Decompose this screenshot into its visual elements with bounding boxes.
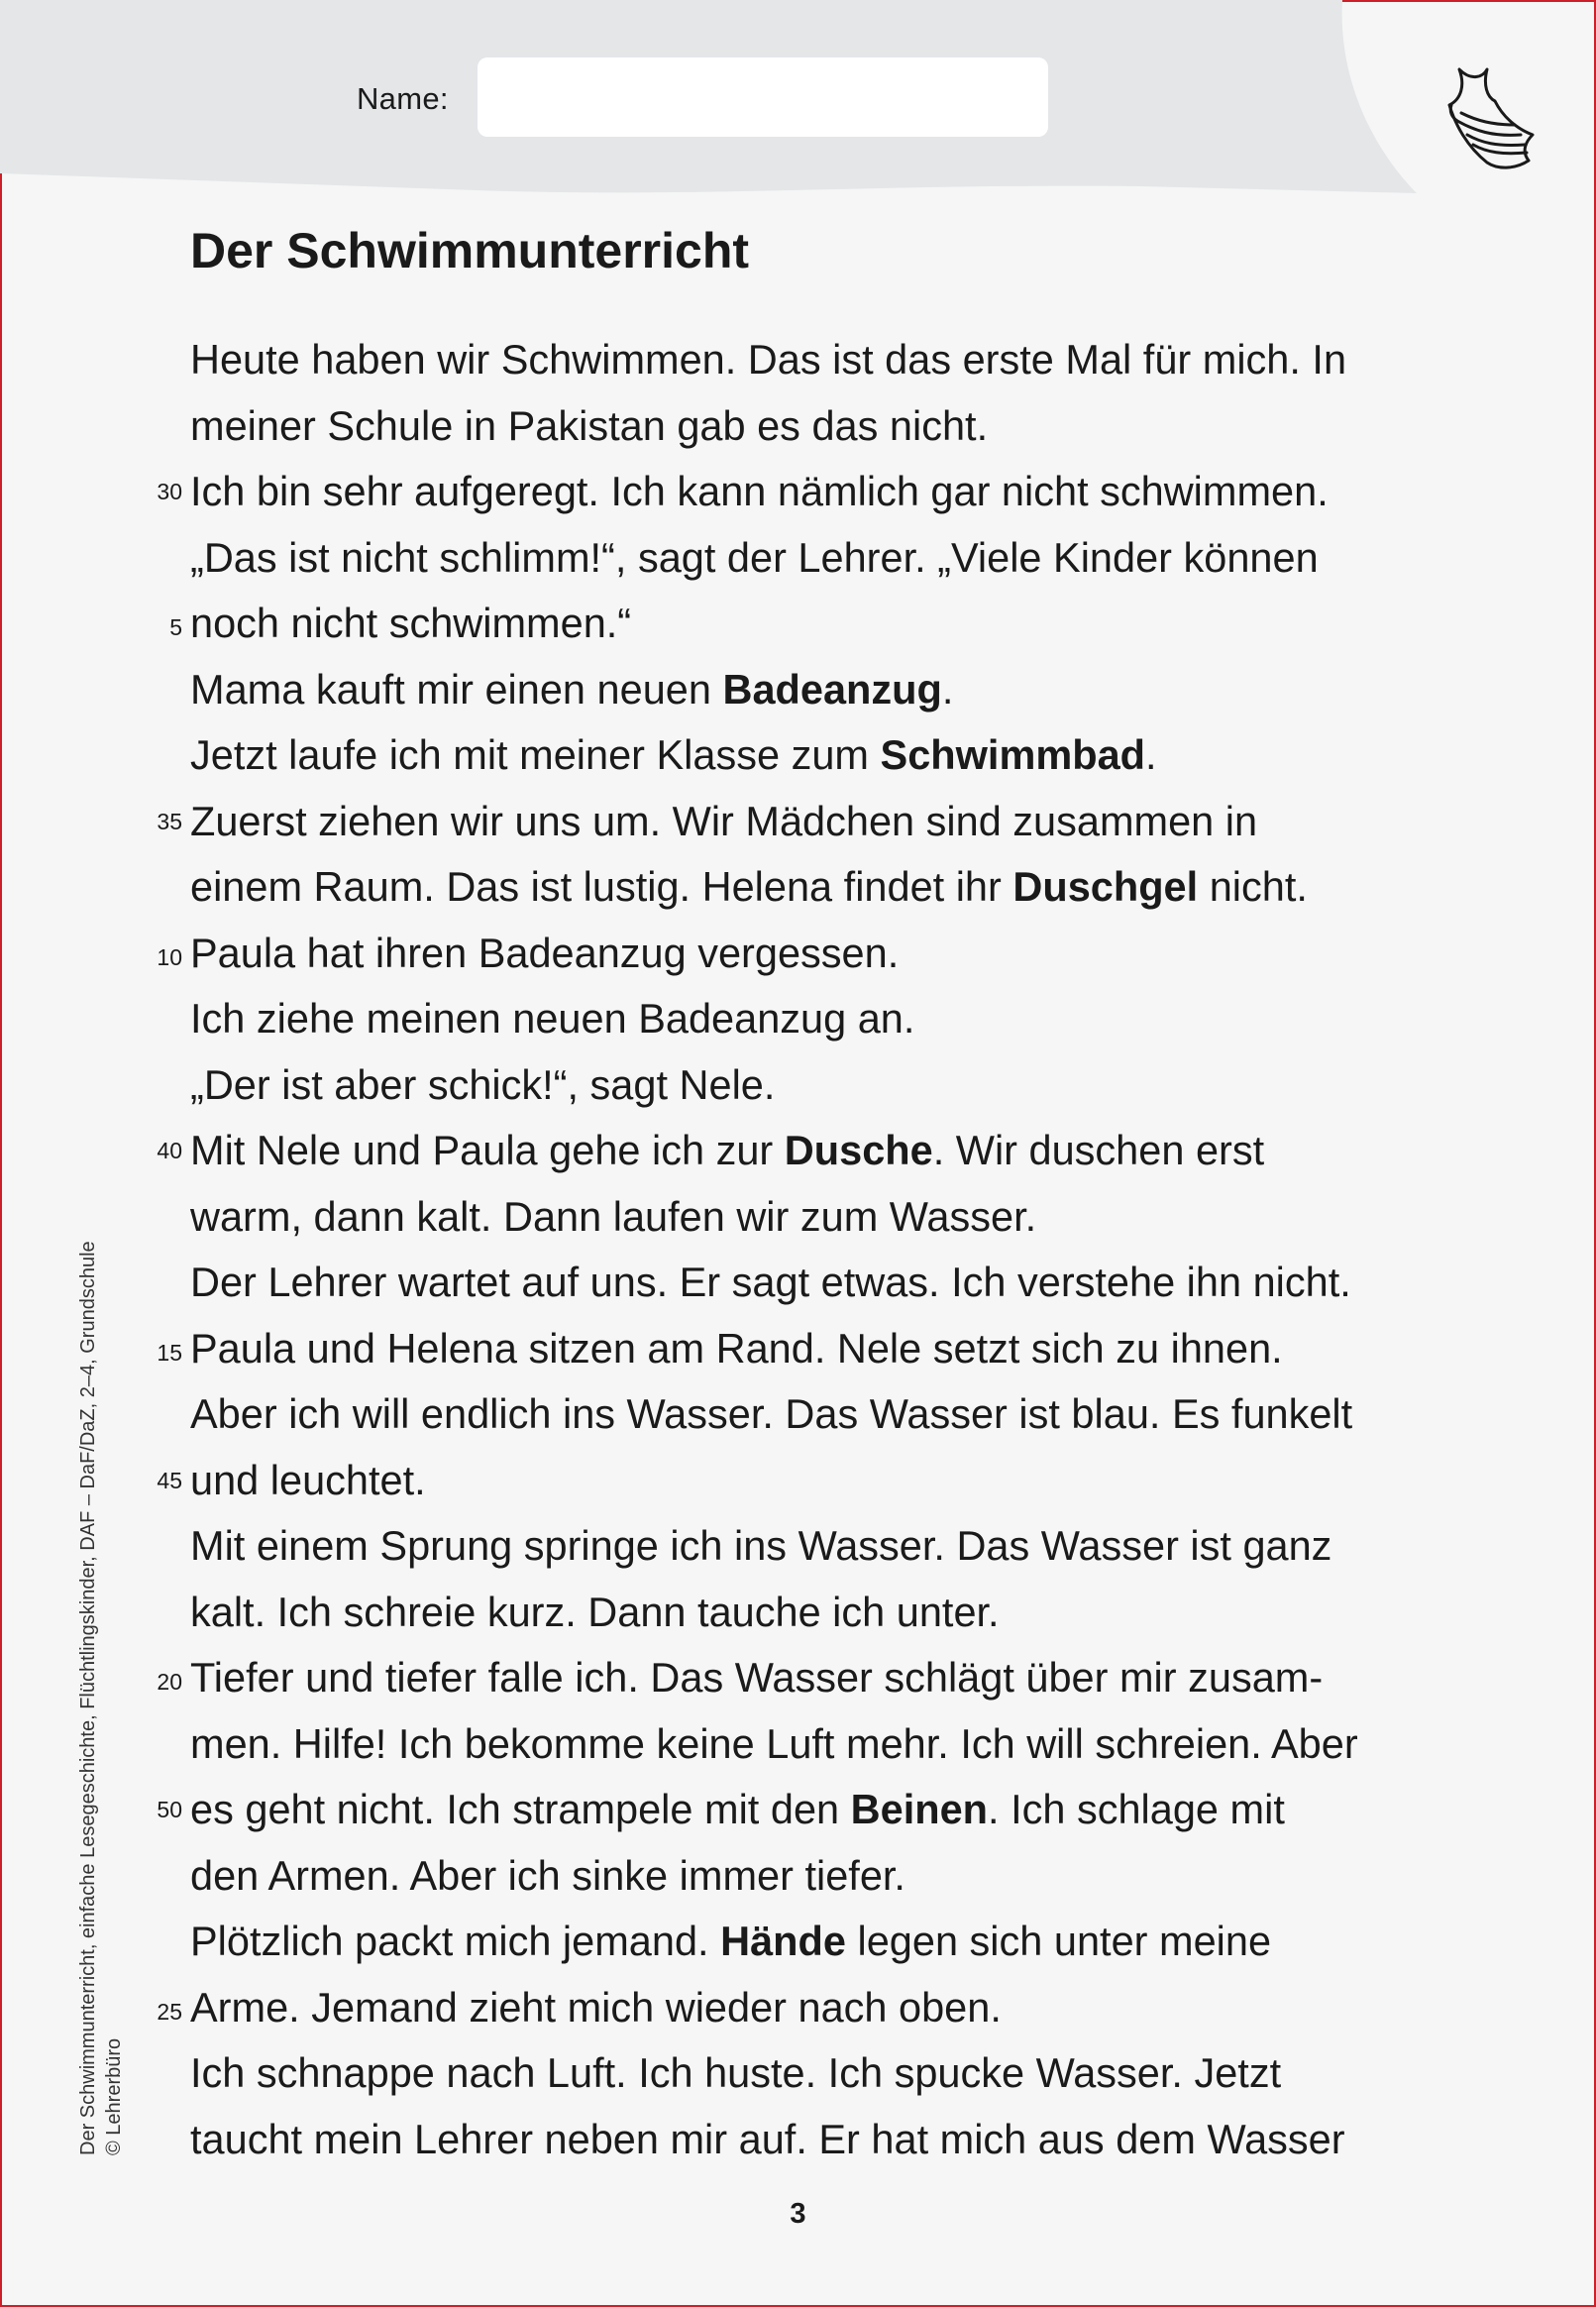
keyword-bold: Schwimmbad	[880, 731, 1146, 778]
story-line	[190, 1118, 1264, 1183]
line-text: Heute haben wir Schwimmen. Das ist das erste Mal für mich. In	[190, 336, 1347, 383]
line-number: 10	[157, 943, 182, 970]
line-text: Jetzt laufe ich mit meiner Klasse zum	[190, 731, 881, 778]
keyword-bold: Badeanzug	[722, 665, 942, 713]
line-text: Aber ich will endlich ins Wasser. Das Wasser ist blau. Es funkelt	[190, 1390, 1353, 1437]
story-line	[190, 525, 1319, 591]
line-text: legen sich unter meine	[845, 1918, 1272, 1964]
line-text: Paula und Helena sitzen am Rand. Nele setzt sich zu ihnen.	[190, 1324, 1283, 1372]
story-line	[190, 1184, 1036, 1250]
line-text: Ich schnappe nach Luft. Ich huste. Ich spucke Wasser. Jetzt	[190, 2049, 1282, 2096]
story-line	[190, 1645, 1323, 1710]
line-text: . Ich schlage mit	[988, 1786, 1285, 1832]
line-number: 45	[157, 1467, 182, 1493]
line-text: den Armen. Aber ich sinke immer tiefer.	[190, 1851, 905, 1899]
line-text: Mit Nele und Paula gehe ich zur	[190, 1127, 785, 1173]
line-text: Ich ziehe meinen neuen Badeanzug an.	[190, 995, 915, 1042]
line-text: „Das ist nicht schlimm!“, sagt der Lehrer. „Viele Kinder können	[190, 533, 1319, 581]
line-text: Zuerst ziehen wir uns um. Wir Mädchen sind zusammen in	[190, 797, 1258, 844]
line-text: Ich bin sehr aufgeregt. Ich kann nämlich gar nicht schwimmen.	[190, 468, 1329, 514]
page-number: 3	[790, 2198, 806, 2230]
line-text: kalt. Ich schreie kurz. Dann tauche ich unter.	[190, 1588, 1000, 1635]
story-line	[190, 657, 953, 722]
line-text: einem Raum. Das ist lustig. Helena findet ihr	[190, 863, 1013, 910]
credit-line-1: Der Schwimmunterricht, einfache Lesegeschichte, Flüchtlingskinder, DAF – DaF/DaZ, 2–4, Grundschule	[77, 1241, 99, 2155]
line-number: 40	[157, 1138, 182, 1163]
story-line	[190, 1843, 905, 1909]
page-title: Der Schwimmunterricht	[190, 223, 750, 278]
story-line	[190, 854, 1308, 920]
story-line	[190, 1975, 1002, 2040]
swimsuit-icon	[1422, 55, 1550, 178]
story-line	[190, 789, 1257, 854]
story-line	[190, 722, 1157, 788]
line-text: noch nicht schwimmen.“	[190, 600, 632, 646]
line-number: 15	[157, 1339, 182, 1366]
story-line	[190, 1580, 1000, 1645]
story-line	[190, 1052, 775, 1118]
keyword-bold: Dusche	[784, 1127, 933, 1173]
line-text: Mit einem Sprung springe ich ins Wasser. Das Wasser ist ganz	[190, 1522, 1332, 1569]
story-line	[190, 1250, 1351, 1315]
line-text: . Wir duschen erst	[932, 1127, 1265, 1173]
credit-line-2: © Lehrerbüro	[103, 2037, 125, 2155]
line-text: meiner Schule in Pakistan gab es das nicht.	[190, 401, 989, 449]
name-label: Name:	[357, 81, 449, 116]
line-text: „Der ist aber schick!“, sagt Nele.	[190, 1060, 776, 1108]
story-line	[190, 1513, 1331, 1579]
line-text: .	[941, 665, 954, 713]
story-line	[190, 459, 1329, 524]
line-text: nicht.	[1198, 863, 1308, 910]
line-text: taucht mein Lehrer neben mir auf. Er hat mich aus dem Wasser	[190, 2115, 1345, 2162]
line-text: Arme. Jemand zieht mich wieder nach oben.	[190, 1983, 1002, 2031]
story-line	[190, 921, 899, 986]
name-input[interactable]	[478, 57, 1048, 137]
line-text: und leuchtet.	[190, 1456, 426, 1503]
line-text: Plötzlich packt mich jemand.	[190, 1918, 721, 1964]
line-text: Mama kauft mir einen neuen	[190, 665, 723, 713]
keyword-bold: Beinen	[850, 1786, 989, 1832]
line-number: 25	[157, 1998, 182, 2025]
line-text: Paula hat ihren Badeanzug vergessen.	[190, 929, 900, 976]
story-line	[190, 1909, 1271, 1974]
keyword-bold: Hände	[720, 1918, 846, 1964]
line-number: 30	[157, 479, 182, 504]
keyword-bold: Duschgel	[1012, 863, 1199, 910]
story-line	[190, 591, 631, 656]
copyright-credit	[75, 1241, 127, 2155]
story-line	[190, 1777, 1285, 1842]
story-line	[190, 1711, 1358, 1777]
line-text: men. Hilfe! Ich bekomme keine Luft mehr. Ich will schreien. Aber	[190, 1719, 1358, 1767]
story-line	[190, 327, 1346, 392]
story-line	[190, 986, 914, 1051]
story-line	[190, 1448, 426, 1513]
story-line	[190, 1381, 1352, 1447]
story-line	[190, 393, 988, 459]
line-number: 35	[157, 808, 182, 834]
line-number: 20	[157, 1669, 182, 1695]
story-line	[190, 2107, 1345, 2172]
story-line	[190, 1316, 1283, 1381]
story-line	[190, 2040, 1281, 2106]
line-text: es geht nicht. Ich strampele mit den	[190, 1786, 851, 1832]
line-text: Tiefer und tiefer falle ich. Das Wasser schlägt über mir zusam-	[190, 1654, 1324, 1701]
line-number: 5	[169, 614, 182, 640]
line-text: warm, dann kalt. Dann laufen wir zum Wasser.	[190, 1192, 1037, 1240]
line-text: .	[1145, 731, 1157, 778]
line-number: 50	[157, 1797, 182, 1822]
line-text: Der Lehrer wartet auf uns. Er sagt etwas. Ich verstehe ihn nicht.	[190, 1259, 1351, 1305]
